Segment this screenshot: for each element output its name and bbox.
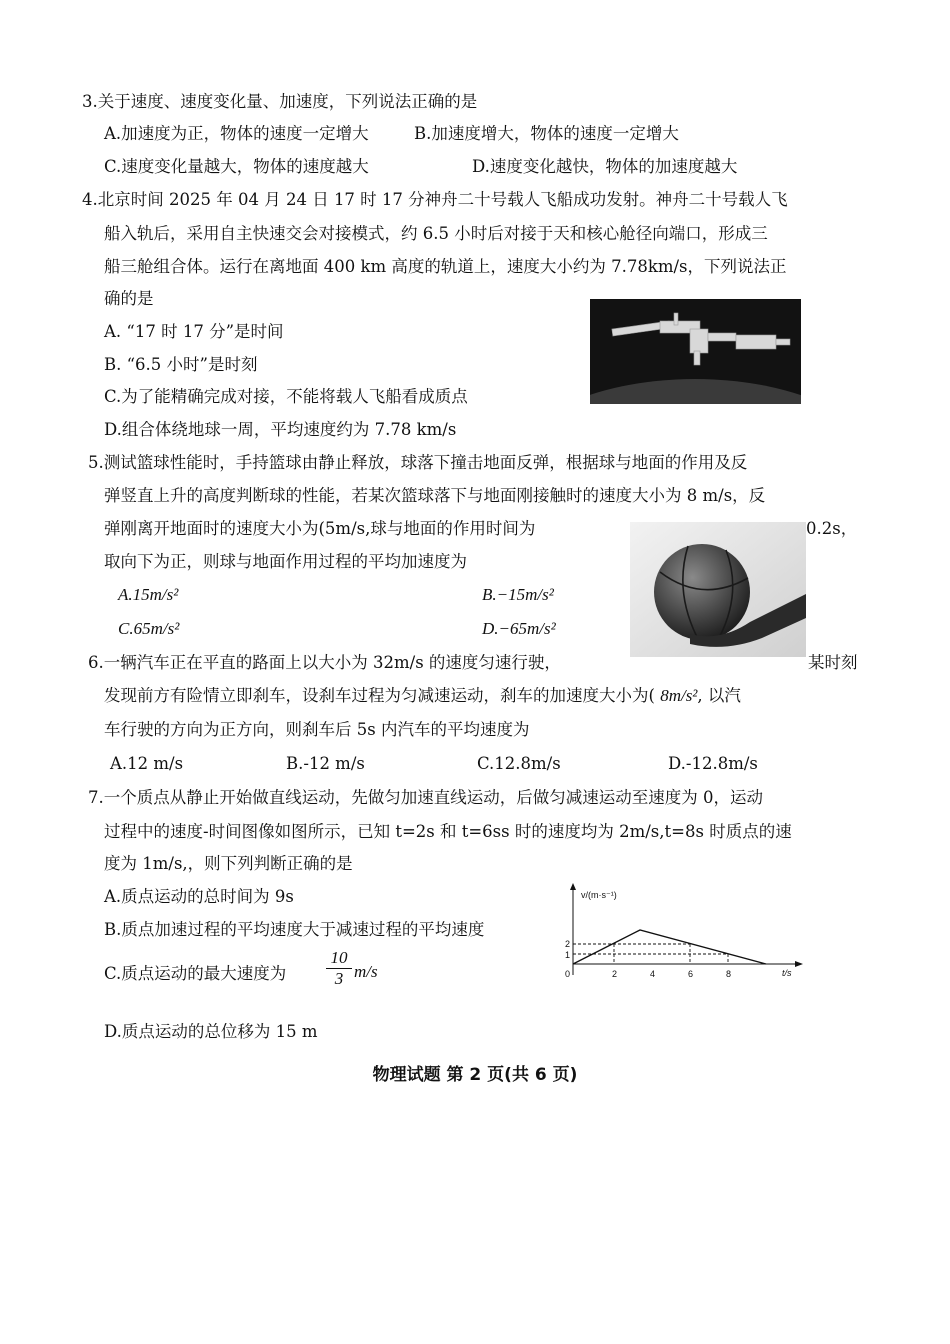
basketball-photo	[630, 522, 806, 657]
q6-option-c: C.12.8m/s	[477, 754, 561, 773]
q7-stem-line3: 度为 1m/s,，则下列判断正确的是	[104, 854, 353, 873]
q5-option-b: B.−15m/s²	[482, 585, 554, 604]
q5-stem-line1: 5.测试篮球性能时，手持篮球由静止释放，球落下撞击地面反弹，根据球与地面的作用及反	[88, 453, 748, 472]
q5-option-c: C.65m/s²	[118, 619, 180, 638]
fraction-numerator: 10	[330, 948, 348, 967]
y-tick-2: 2	[565, 939, 571, 949]
q3-option-b: B.加速度增大，物体的速度一定增大	[414, 124, 679, 143]
q3-option-c: C.速度变化量越大，物体的速度越大	[104, 157, 369, 176]
x-axis-label: t/s	[782, 968, 792, 978]
q6-stem-line3: 车行驶的方向为正方向，则刹车后 5s 内汽车的平均速度为	[104, 720, 530, 739]
x-tick-6: 6	[688, 969, 694, 979]
q7-stem-line2: 过程中的速度-时间图像如图所示，已知 t=2s 和 t=6ss 时的速度均为 2m/s,t=8s 时质点的速	[104, 822, 792, 841]
q5-option-d: D.−65m/s²	[482, 619, 556, 638]
origin-label: 0	[565, 969, 571, 979]
q3-stem: 3.关于速度、速度变化量、加速度，下列说法正确的是	[82, 92, 478, 111]
q4-stem-line1: 4.北京时间 2025 年 04 月 24 日 17 时 17 分神舟二十号载人飞船成功发射。神舟二十号载人飞	[82, 190, 788, 209]
fraction-denominator: 3	[326, 968, 352, 989]
q7-stem-line1: 7.一个质点从静止开始做直线运动，先做匀加速直线运动，后做匀减速运动至速度为 0，运动	[88, 788, 763, 807]
q7-option-a: A.质点运动的总时间为 9s	[104, 887, 294, 906]
q7-option-b: B.质点加速过程的平均速度大于减速过程的平均速度	[104, 920, 485, 939]
q4-stem-line4: 确的是	[104, 289, 154, 308]
q4-option-b: B. “6.5 小时”是时刻	[104, 355, 258, 374]
velocity-line	[573, 930, 766, 964]
q6-stem-line2: 发现前方有险情立即刹车，设刹车过程为匀减速运动，刹车的加速度大小为( 8m/s², 以汽	[104, 686, 741, 705]
q3-option-d: D.速度变化越快，物体的加速度越大	[472, 157, 738, 176]
q4-stem-line2: 船入轨后，采用自主快速交会对接模式，约 6.5 小时后对接于天和核心舱径向端口，形成三	[104, 224, 768, 243]
space-station-photo	[590, 299, 801, 404]
q4-option-a: A. “17 时 17 分”是时间	[104, 322, 284, 341]
x-axis-arrow	[795, 961, 803, 967]
q7-option-c: C.质点运动的最大速度为	[104, 964, 287, 983]
q5-stem-line2: 弹竖直上升的高度判断球的性能，若某次篮球落下与地面刚接触时的速度大小为 8 m/s，反	[104, 486, 766, 505]
q6-stem-line1: 6.一辆汽车正在平直的路面上以大小为 32m/s 的速度匀速行驶，	[88, 653, 561, 672]
q7-option-d: D.质点运动的总位移为 15 m	[104, 1022, 318, 1041]
y-tick-1: 1	[565, 950, 571, 960]
x-tick-2: 2	[612, 969, 618, 979]
q4-stem-line3: 船三舱组合体。运行在离地面 400 km 高度的轨道上，速度大小约为 7.78km/s，下列说法正	[104, 257, 787, 276]
q6-option-b: B.-12 m/s	[286, 754, 365, 773]
q6-stem-line1-tail: 某时刻	[808, 653, 858, 672]
q5-stem-line4: 取向下为正，则球与地面作用过程的平均加速度为	[104, 552, 467, 571]
q5-option-a: A.15m/s²	[118, 585, 179, 604]
q5-stem-line3: 弹刚离开地面时的速度大小为(5m/s,球与地面的作用时间为	[104, 519, 536, 538]
y-axis-label: v/(m·s⁻¹)	[581, 890, 617, 900]
x-tick-8: 8	[726, 969, 732, 979]
q7-option-c-fraction	[326, 948, 352, 989]
page-footer: 物理试题 第 2 页(共 6 页)	[372, 1065, 578, 1085]
velocity-time-graph	[555, 880, 815, 990]
q6-acceleration: 8m/s²	[660, 686, 698, 705]
q5-stem-line3-tail: 0.2s，	[806, 519, 858, 538]
q4-option-c: C.为了能精确完成对接，不能将载人飞船看成质点	[104, 387, 468, 406]
q4-option-d: D.组合体绕地球一周，平均速度约为 7.78 km/s	[104, 420, 457, 439]
x-tick-4: 4	[650, 969, 656, 979]
q6-option-a: A.12 m/s	[110, 754, 184, 773]
q6-option-d: D.-12.8m/s	[668, 754, 758, 773]
q3-option-a: A.加速度为正，物体的速度一定增大	[104, 124, 369, 143]
q7-option-c-unit: m/s	[354, 962, 378, 981]
y-axis-arrow	[570, 883, 576, 890]
